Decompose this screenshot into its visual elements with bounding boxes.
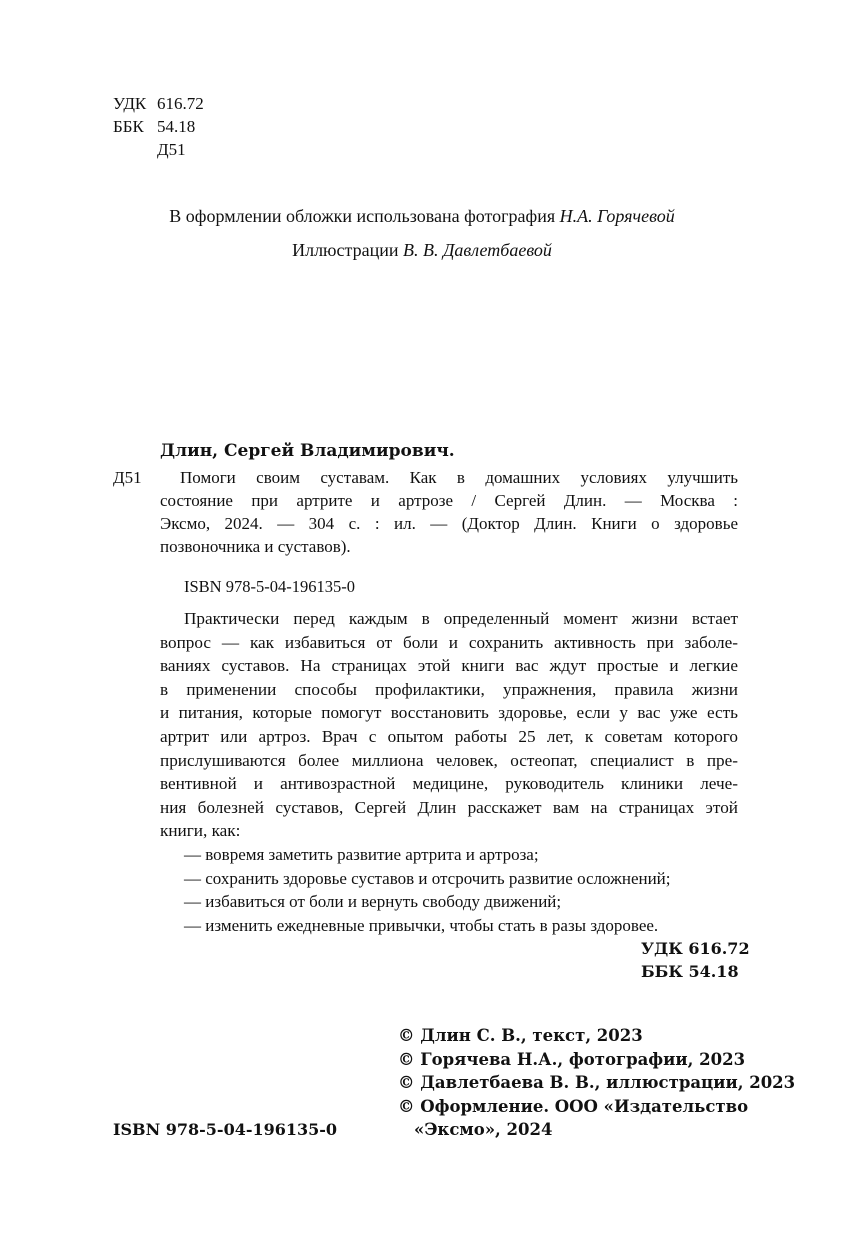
udk-bottom: УДК 616.72 [641,939,750,958]
record-line: позвоночника и суставов). [160,537,351,556]
annotation-line: артрит или артроз. Врач с опытом работы 25 лет, к советам которого [160,726,738,746]
cover-photo-credit [0,200,844,232]
cover-photo-author: Н.А. Горячевой [559,206,675,226]
footer-isbn: ISBN 978-5-04-196135-0 [113,1120,338,1139]
author-mark-record: Д51 [113,468,142,487]
list-item: — сохранить здоровье суставов и отсрочить развитие осложнений; [184,868,671,888]
annotation-line: книги, как: [160,821,241,841]
list-item: — избавиться от боли и вернуть свободу движений; [184,892,562,912]
list-item: — изменить ежедневные привычки, чтобы стать в разы здоровее. [184,915,659,935]
classification-codes-top [113,92,204,161]
copyright-line: «Эксмо», 2024 [414,1120,553,1140]
record-line: Помоги своим суставам. Как в домашних условиях улучшить [180,468,738,487]
author-mark-row [113,138,204,161]
udk-row [113,92,204,115]
author-mark-top: Д51 [157,140,186,159]
copyright-line: © Давлетбаева В. В., иллюстрации, 2023 [398,1073,796,1093]
illustrations-credit [0,234,844,266]
cover-photo-prefix: В оформлении обложки использована фотография [169,206,556,226]
illustrations-prefix: Иллюстрации [292,240,399,260]
annotation-line: в применении способы профилактики, упражнения, правила жизни [160,679,738,699]
annotation-line: прислушиваются более миллиона человек, остеопат, специалист в пре- [160,750,738,770]
annotation-list [160,843,760,937]
bbk-bottom: ББК 54.18 [641,962,739,981]
copyright-line: © Длин С. В., текст, 2023 [398,1026,643,1045]
copyright-block [398,1024,795,1142]
bbk-label: ББК [113,117,144,136]
record-line: Эксмо, 2024. — 304 с. : ил. — (Доктор Длин. Книги о здоровье [160,514,738,533]
annotation-line: вопрос — как избавиться от боли и сохранить активность при заболе- [160,632,738,652]
annotation-line: вентивной и антивозрастной медицине, руководитель клиники лече- [160,774,738,794]
annotation-line: и питания, которые помогут восстановить здоровье, если у вас уже есть [160,703,738,723]
list-item: — вовремя заметить развитие артрита и артроза; [184,845,539,864]
record-line: состояние при артрите и артрозе / Сергей Длин. — Москва : [160,491,738,510]
author-heading: Длин, Сергей Владимирович. [160,441,455,461]
copyright-line: © Горячева Н.А., фотографии, 2023 [398,1049,746,1069]
copyright-line: © Оформление. ООО «Издательство [398,1096,749,1116]
record-description [160,466,738,558]
bbk-value: 54.18 [157,117,196,136]
udk-label: УДК [113,94,147,113]
annotation-line: ваниях суставов. На страницах этой книги вас ждут простые и легкие [160,656,738,676]
annotation [160,607,738,843]
annotation-line: Практически перед каждым в определенный момент жизни встает [184,609,738,628]
annotation-line: ния болезней суставов, Сергей Длин расскажет вам на страницах этой [160,797,738,817]
bbk-row [113,115,204,138]
udk-value: 616.72 [157,94,204,113]
record-isbn: ISBN 978-5-04-196135-0 [184,577,355,596]
illustrations-author: В. В. Давлетбаевой [402,240,552,260]
